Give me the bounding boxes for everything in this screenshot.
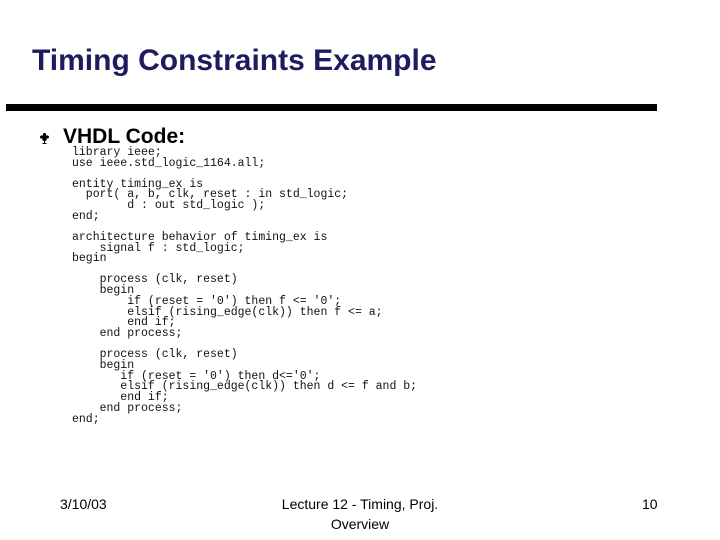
code-line: end if; <box>72 391 169 405</box>
footer-lecture-line-1: Lecture 12 - Timing, Proj. <box>281 496 439 512</box>
code-line: end; <box>72 209 100 223</box>
code-line: use ieee.std_logic_1164.all; <box>72 156 266 170</box>
code-line: if (reset = '0') then d<='0'; <box>72 369 321 383</box>
code-line: elsif (rising_edge(clk)) then d <= f and b; <box>72 380 418 394</box>
code-line: end; <box>72 412 100 426</box>
code-line: end process; <box>72 401 183 415</box>
code-line: begin <box>72 252 107 266</box>
footer-page-number: 10 <box>642 496 658 512</box>
code-line: if (reset = '0') then f <= '0'; <box>72 294 342 308</box>
footer-lecture-title <box>270 494 450 534</box>
footer-date: 3/10/03 <box>60 496 107 512</box>
code-line: port( a, b, clk, reset : in std_logic; <box>72 188 349 202</box>
code-line: begin <box>72 283 135 297</box>
title-divider <box>6 104 657 111</box>
fleur-bullet-icon <box>38 132 51 145</box>
code-line: elsif (rising_edge(clk)) then f <= a; <box>72 305 383 319</box>
footer-lecture-line-2: Overview <box>330 516 390 532</box>
vhdl-code-block <box>72 148 417 426</box>
code-line: process (clk, reset) <box>72 347 238 361</box>
code-line: process (clk, reset) <box>72 273 238 287</box>
code-line: architecture behavior of timing_ex is <box>72 230 328 244</box>
code-line: d : out std_logic ); <box>72 199 266 213</box>
code-line: library ieee; <box>72 146 162 159</box>
code-line: signal f : std_logic; <box>72 241 245 255</box>
code-line: end process; <box>72 327 183 341</box>
code-line: entity timing_ex is <box>72 177 204 191</box>
code-line: end if; <box>72 316 176 330</box>
code-line: begin <box>72 358 135 372</box>
section-heading: VHDL Code: <box>63 125 186 148</box>
slide-title: Timing Constraints Example <box>32 44 437 77</box>
